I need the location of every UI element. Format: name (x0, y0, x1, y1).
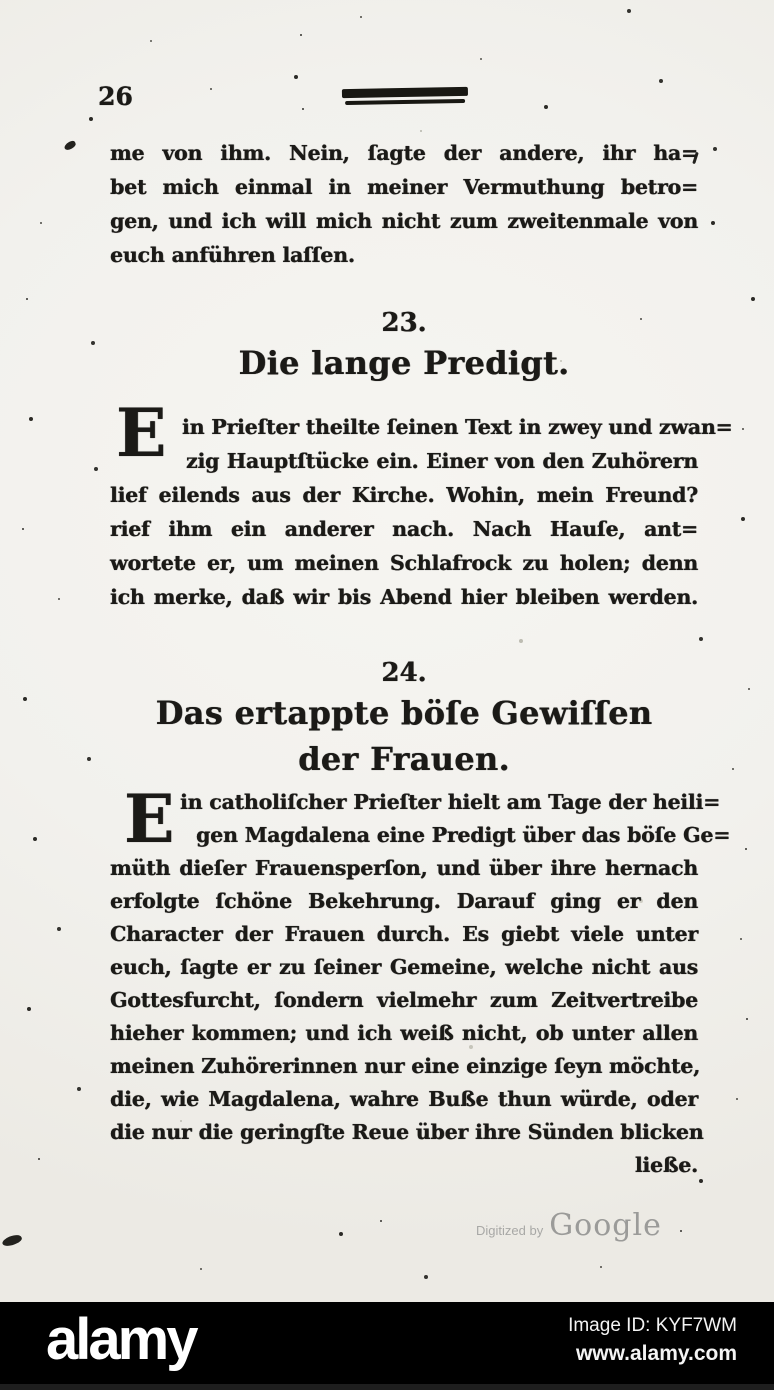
text-line: euch, ſagte er zu ſeiner Gemeine, welche nicht aus (110, 955, 698, 979)
text-line: gen Magdalena eine Predigt über das böſe Ge= (196, 823, 731, 847)
paragraph-continuation (110, 136, 698, 272)
text-line: die, wie Magdalena, wahre Buße thun würde, oder (110, 1087, 698, 1111)
section-23-dropcap: E (116, 394, 167, 472)
text-line: rief ihm ein anderer nach. Nach Hauſe, ant= (110, 517, 698, 541)
section-24-number: 24. (381, 658, 427, 688)
text-line: ließe. (634, 1153, 698, 1177)
section-24-title-line2: der Frauen. (298, 740, 510, 778)
section-23-paragraph (110, 410, 733, 614)
google-logo: Google (549, 1208, 662, 1243)
digitized-by-label: Digitized by (476, 1223, 544, 1238)
text-line: euch anführen laſſen. (110, 243, 355, 267)
footer-info (568, 1315, 737, 1366)
section-24-title (110, 690, 698, 782)
text-line: zig Hauptſtücke ein. Einer von den Zuhörern (186, 449, 698, 473)
text-line: Character der Frauen durch. Es giebt viele unter (110, 922, 698, 946)
scan-noise-specks-light (0, 0, 2, 2)
text-line: die nur die geringſte Reue über ihre Sünden blicken (110, 1120, 704, 1144)
rule-thin (345, 99, 465, 105)
ink-smudge (1, 1233, 23, 1249)
text-line: lief eilends aus der Kirche. Wohin, mein Freund? (110, 483, 698, 507)
alamy-logo: alamy (46, 1307, 196, 1372)
text-line: Gottesfurcht, ſondern vielmehr zum Zeitvertreibe (110, 988, 698, 1012)
text-line: me von ihm. Nein, ſagte der andere, ihr ha= (110, 141, 698, 165)
text-line: müth dieſer Frauensperſon, und über ihre hernach (110, 856, 698, 880)
ink-smudge (63, 140, 77, 152)
text-line: in catholiſcher Prieſter hielt am Tage der heili= (180, 790, 721, 814)
google-watermark (476, 1208, 662, 1243)
text-line: gen, und ich will mich nicht zum zweitenmale von (110, 209, 698, 233)
alamy-footer-bar (0, 1302, 774, 1390)
rule-thick (342, 87, 468, 98)
section-24-title-line1: Das ertappte böſe Gewiſſen (155, 694, 653, 732)
section-24-paragraph (110, 780, 731, 1182)
text-line: erfolgte ſchöne Bekehrung. Darauf ging er den (110, 889, 698, 913)
text-line: hieher kommen; und ich weiß nicht, ob unter allen (110, 1021, 698, 1045)
page-number: 26 (98, 82, 133, 111)
text-line: bet mich einmal in meiner Vermuthung betro= (110, 175, 698, 199)
section-24-dropcap: E (124, 780, 175, 858)
text-line: meinen Zuhörerinnen nur eine einzige ſeyn möchte, (110, 1054, 701, 1078)
text-line: ich merke, daß wir bis Abend hier bleiben werden. (110, 585, 698, 609)
section-23-number: 23. (381, 308, 427, 338)
section-23-title: Die lange Predigt. (238, 344, 570, 382)
alamy-url: www.alamy.com (575, 1342, 737, 1365)
text-line: in Prieſter theilte ſeinen Text in zwey und zwan= (182, 415, 733, 439)
text-line: wortete er, um meinen Schlafrock zu holen; denn (110, 551, 698, 575)
image-id-label: Image ID: KYF7WM (568, 1315, 737, 1336)
double-rule-ornament-icon (342, 87, 468, 105)
